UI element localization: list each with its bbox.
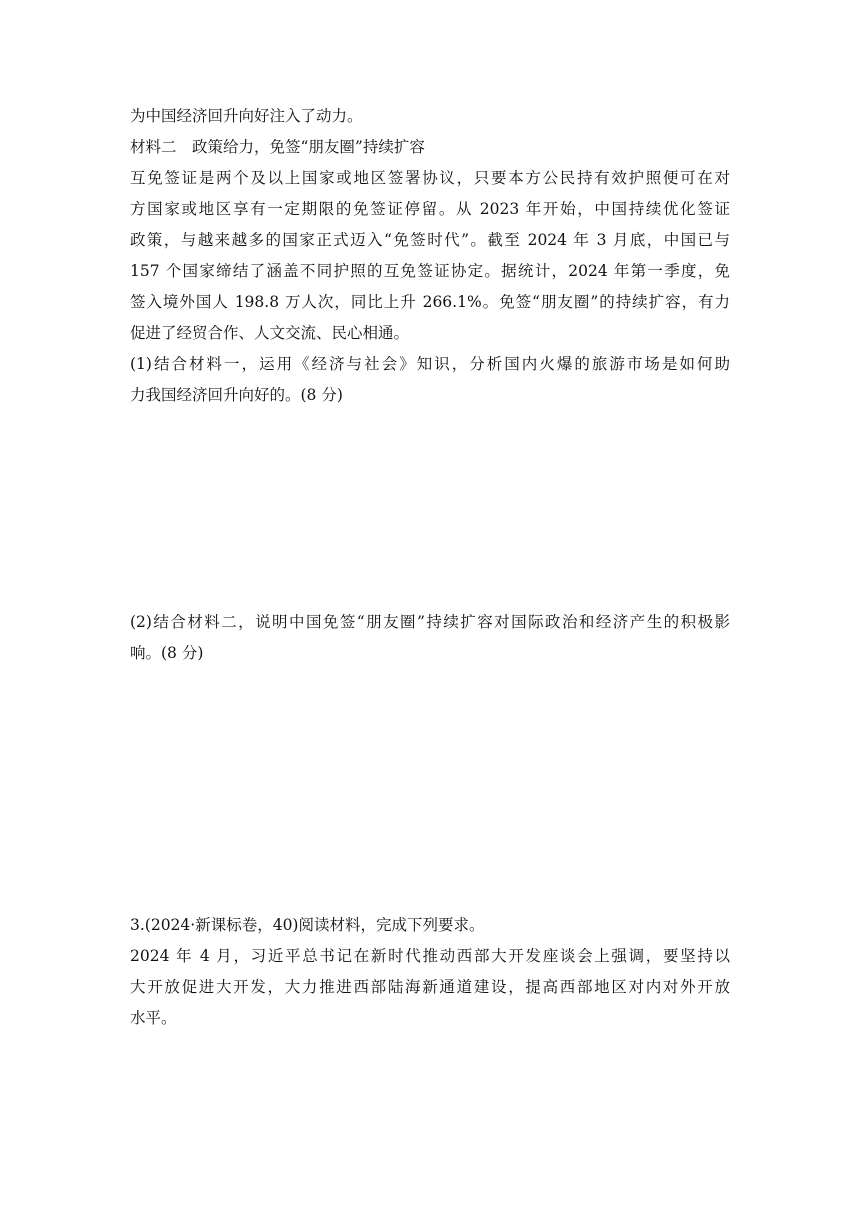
material-2-title: 材料二 政策给力，免签“朋友圈”持续扩容 xyxy=(130,138,425,156)
question-2 xyxy=(130,607,730,669)
question-3 xyxy=(130,910,730,1034)
question-2-line: 响。(8 分) xyxy=(130,644,204,662)
text-line: 互免签证是两个及以上国家或地区签署协议，只要本方公民持有效护照便可在对 xyxy=(130,169,730,187)
text-line: 政策，与越来越多的国家正式迈入“免签时代”。截至 2024 年 3 月底，中国已与 xyxy=(130,231,730,249)
text-line: 方国家或地区享有一定期限的免签证停留。从 2023 年开始，中国持续优化签证 xyxy=(130,200,730,218)
question-1 xyxy=(130,349,730,411)
material-1-ending xyxy=(130,101,730,132)
text-line: 促进了经贸合作、人文交流、民心相通。 xyxy=(130,324,410,342)
question-3-heading: 3.(2024·新课标卷，40)阅读材料，完成下列要求。 xyxy=(130,916,485,934)
material-2 xyxy=(130,132,730,349)
answer-space-1 xyxy=(130,411,730,607)
question-1-line: 力我国经济回升向好的。(8 分) xyxy=(130,386,343,404)
text-line: 签入境外国人 198.8 万人次，同比上升 266.1%。免签“朋友圈”的持续扩容，有力 xyxy=(130,293,730,311)
question-1-line: (1)结合材料一，运用《经济与社会》知识，分析国内火爆的旅游市场是如何助 xyxy=(130,355,730,373)
question-2-line: (2)结合材料二，说明中国免签“朋友圈”持续扩容对国际政治和经济产生的积极影 xyxy=(130,613,730,631)
text-line: 为中国经济回升向好注入了动力。 xyxy=(130,107,363,125)
answer-space-2 xyxy=(130,669,730,910)
text-line: 2024 年 4 月，习近平总书记在新时代推动西部大开发座谈会上强调，要坚持以 xyxy=(130,947,730,965)
document-page xyxy=(130,101,730,1034)
text-line: 157 个国家缔结了涵盖不同护照的互免签证协定。据统计，2024 年第一季度，免 xyxy=(130,262,730,280)
text-line: 大开放促进大开发，大力推进西部陆海新通道建设，提高西部地区对内对外开放 xyxy=(130,978,730,996)
text-line: 水平。 xyxy=(130,1009,177,1027)
